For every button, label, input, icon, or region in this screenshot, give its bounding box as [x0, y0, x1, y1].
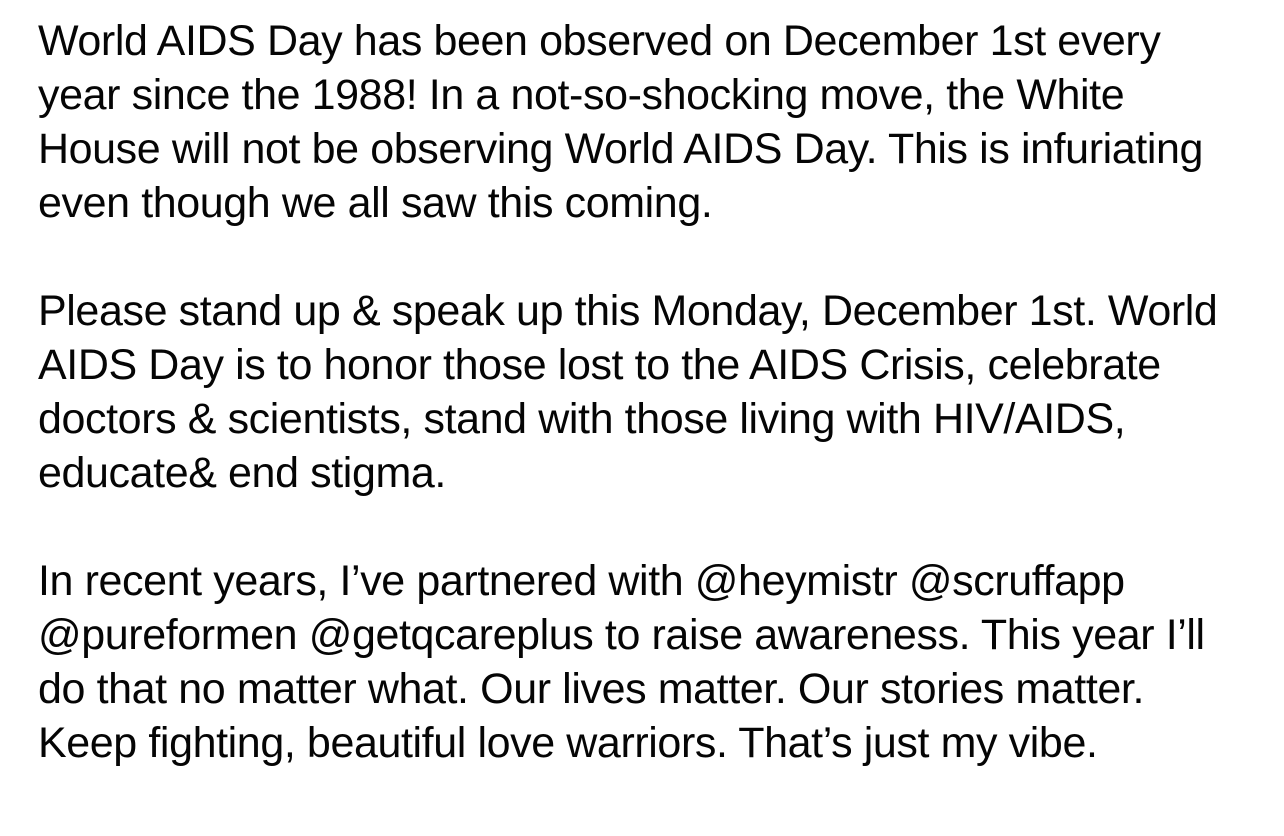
post-paragraph-3: In recent years, I’ve partnered with @heymistr @scruffapp @pureformen @getqcareplus to raise awareness. This year I’ll do that no matter what. Our lives matter. Our stories matter. Keep fighting, beautiful love warriors. That’s just my vibe. — [38, 557, 1217, 767]
post-paragraph-2: Please stand up & speak up this Monday, December 1st. World AIDS Day is to honor those lost to the AIDS Crisis, celebrate doctors & scientists, stand with those living with HIV/AIDS, educate& end stigma. — [38, 287, 1227, 497]
post-paragraph-1: World AIDS Day has been observed on December 1st every year since the 1988! In a not-so-shocking move, the White House will not be observing World AIDS Day. This is infuriating even though we all saw this coming. — [38, 17, 1215, 227]
paragraph-spacer-1 — [38, 230, 1244, 284]
paragraph-spacer-2 — [38, 500, 1244, 554]
